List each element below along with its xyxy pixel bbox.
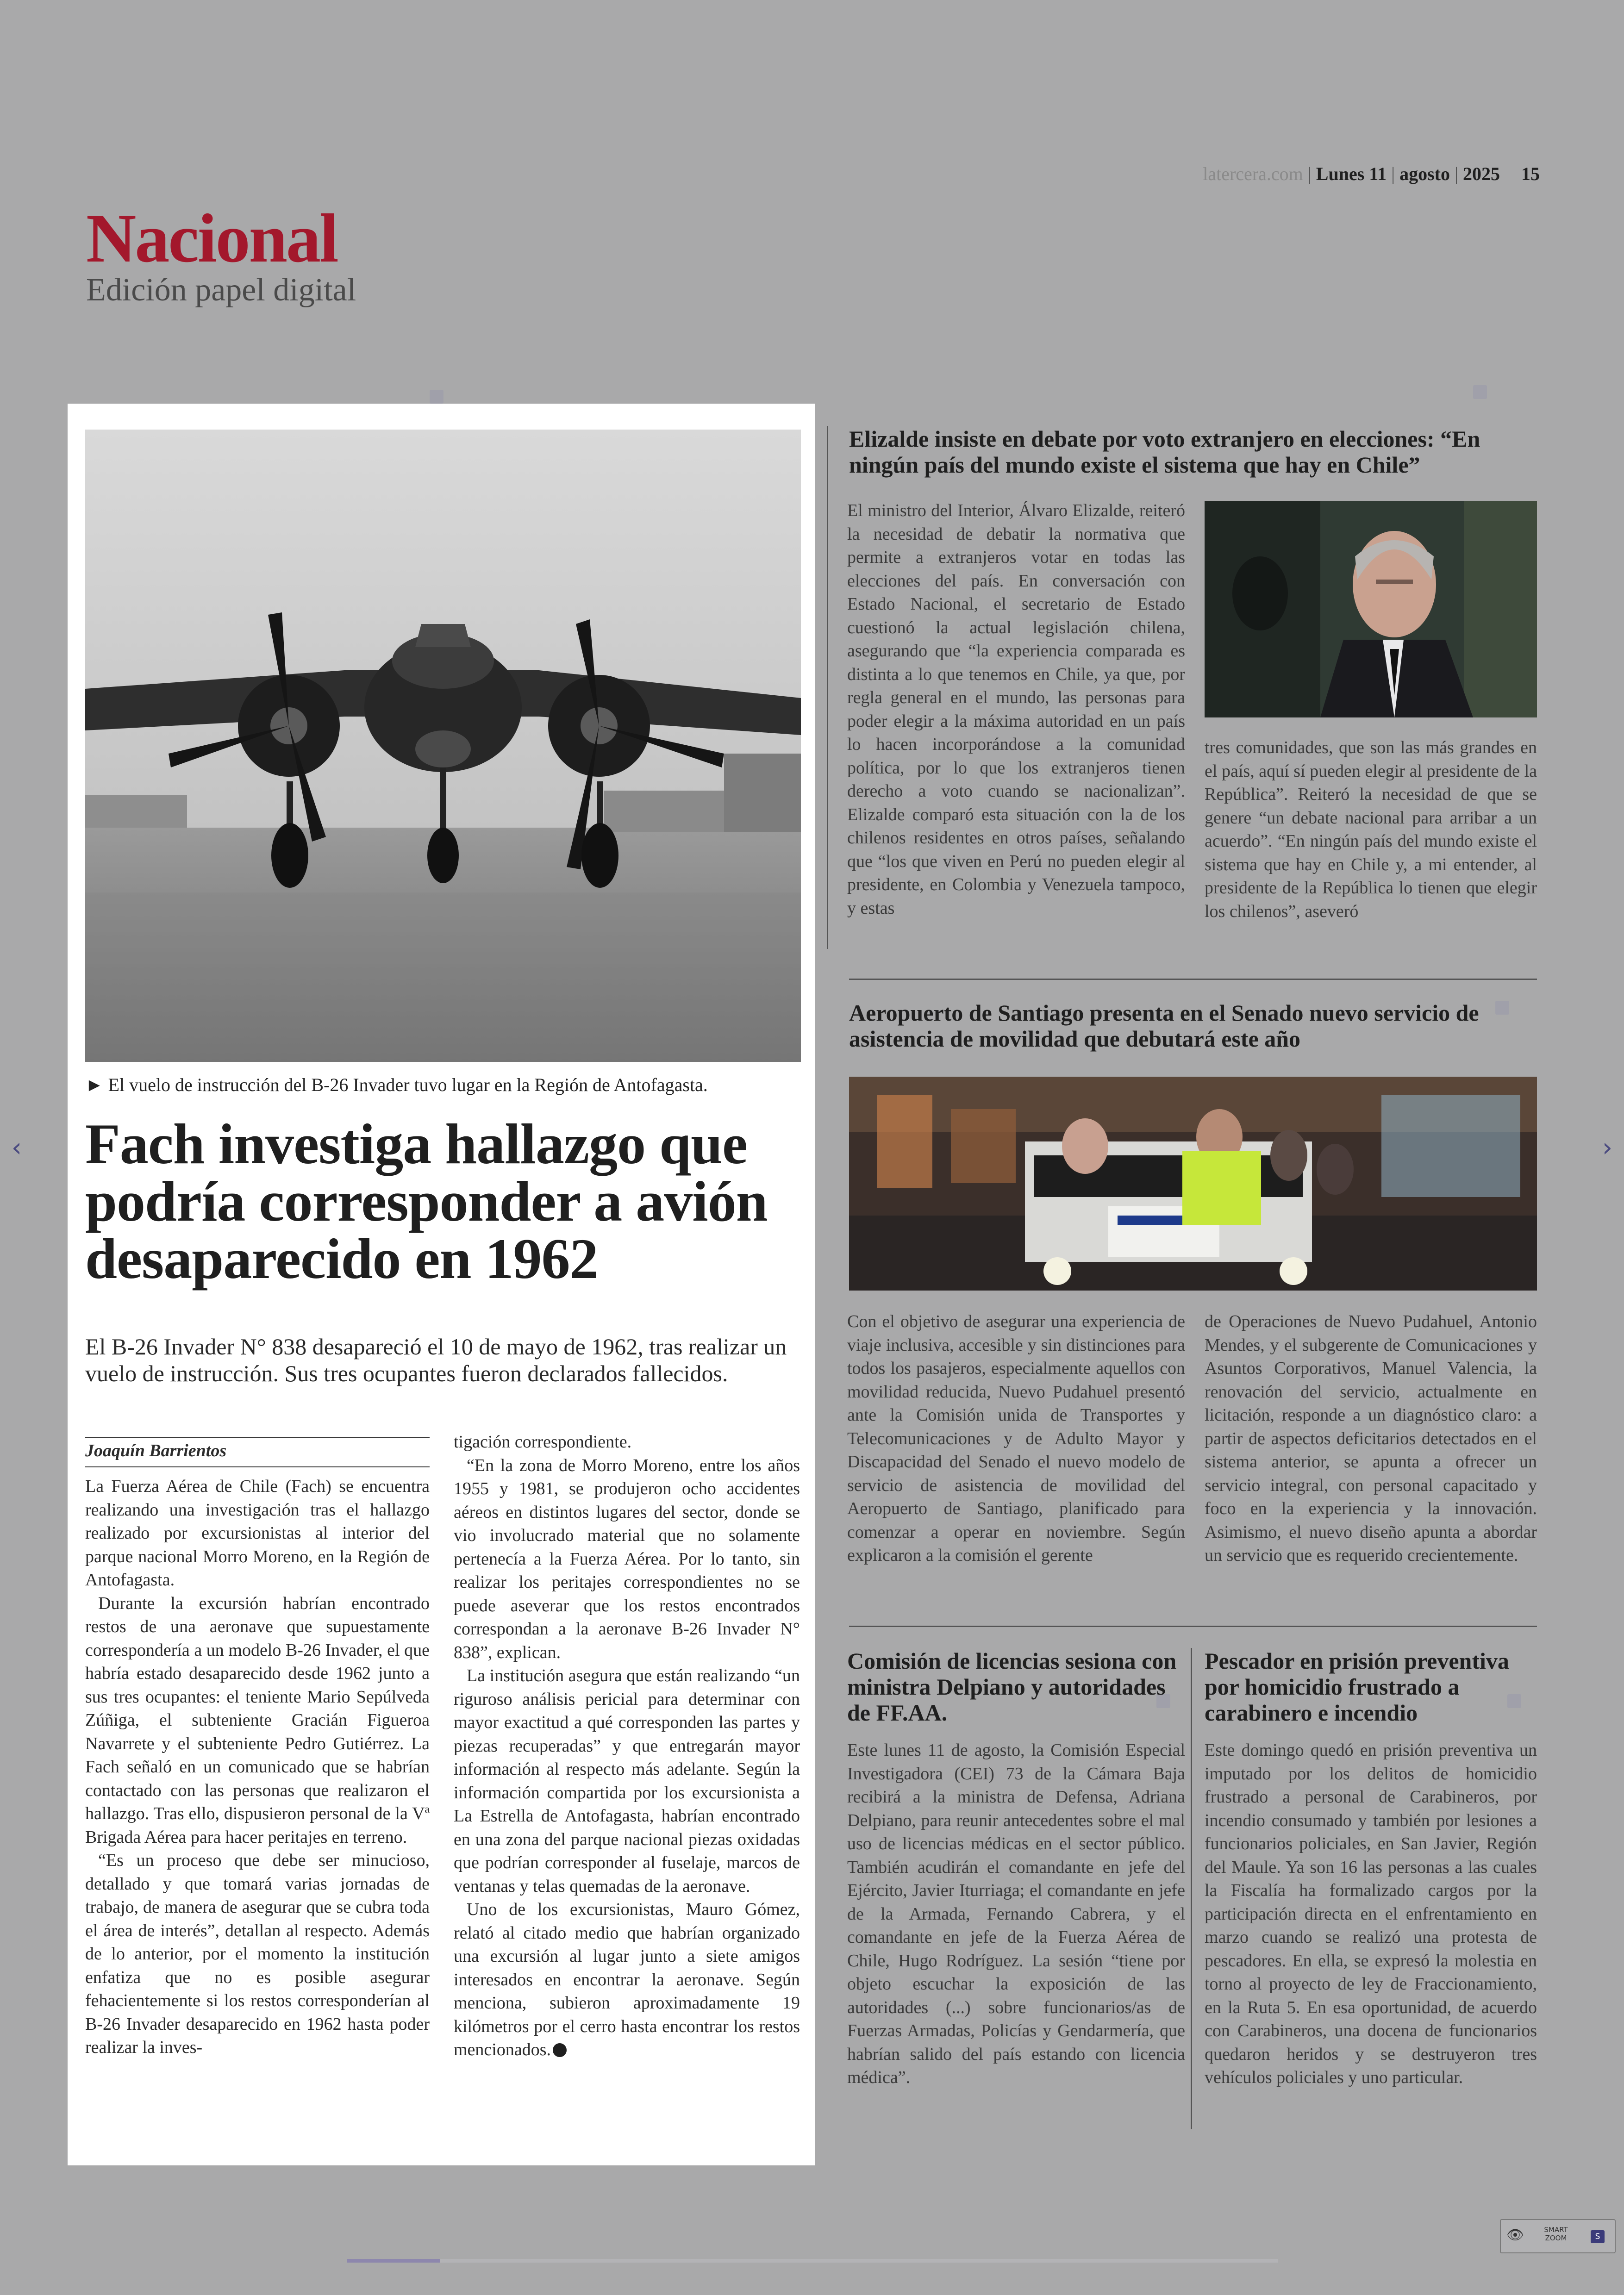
date-day: Lunes 11 (1316, 163, 1387, 184)
smart-zoom-label: SMART ZOOM (1544, 2226, 1568, 2242)
byline-rule (85, 1466, 430, 1467)
article-marker-icon[interactable] (1473, 385, 1487, 399)
article-marker-icon[interactable] (430, 390, 443, 404)
lead-deck: El B-26 Invader N° 838 desapareció el 10 de mayo de 1962, tras realizar un vuelo de instrucción. Sus tres ocupantes fueron declarados fallecidos. (85, 1334, 787, 1386)
paragraph-text: Uno de los excursionistas, Mauro Gómez, relató al citado medio que habrían organizado una excursión al lugar junto a siete amigos interesados en encontrar la aeronave. Según menciona, subieron aproximadamente 19 kilómetros por el cerro hasta encontrar los restos mencionados. (454, 1900, 800, 2059)
article-title-aeropuerto[interactable]: Aeropuerto de Santiago presenta en el Senado nuevo servicio de asistencia de movilidad que debutará este año (849, 1000, 1479, 1052)
section-title: Nacional (86, 200, 337, 277)
section-divider (849, 1626, 1537, 1627)
paragraph: “En la zona de Morro Moreno, entre los años 1955 y 1981, se produjeron ocho accidentes aéreos en distintos lugares del sector, donde se vio involucrado material que no solamente pertenecía a la Fuerza Aérea. Por lo tanto, sin realizar los peritajes correspondientes no se puede aseverar que los restos encontrados correspondan a la aeronave B-26 Invader N° 838”, explican. (454, 1455, 800, 1662)
smart-zoom-badge: S (1591, 2230, 1605, 2243)
end-of-article-icon (553, 2043, 567, 2057)
photo-caption: ► El vuelo de instrucción del B-26 Invader tuvo lugar en la Región de Antofagasta. (85, 1074, 708, 1095)
paragraph: Con el objetivo de asegurar una experiencia de viaje inclusiva, accesible y sin distinciones para todos los pasajeros, especialmente aquellos con movilidad reducida, Nuevo Pudahuel presentó ante la Comisión unida de Transportes y Telecomunicaciones y de Adulto Mayor y Discapacidad del Senado el nuevo modelo de servicio de asistencia de movilidad del Aeropuerto de Santiago, planificado para comenzar a operar en noviembre. Según explicaron a la comisión el gerente (847, 1312, 1185, 1565)
paragraph: “Es un proceso que debe ser minucioso, detallado y que tomará varias jornadas de trabajo, de manera de asegurar que se cubra toda el área de interés”, detallan al respecto. Además de lo anterior, por el momento la institución enfatiza que no es posible asegurar fehacientemente si los restos corresponderían al B-26 Invader desaparecido en 1962 hasta poder realizar la inves- (85, 1851, 430, 2057)
page-progress-fill (347, 2259, 440, 2263)
byline: Joaquín Barrientos (85, 1441, 227, 1460)
airport-photo (849, 1077, 1537, 1291)
paragraph: El ministro del Interior, Álvaro Elizalde, reiteró la necesidad de debatir la normativa que permite a extranjeros votar en todas las elecciones del país. En conversación con Estado Nacional, el secretario de Estado cuestionó la actual legislación chilena, asegurando que “la experiencia comparada es distinta a lo que tenemos en Chile, ya que, por regla general en el mundo, las personas para poder elegir a la máxima autoridad en un país lo hacen incorporándose a la comunidad política, por lo que los extranjeros tienen derecho a voto cuando se nacionalizan”. Elizalde comparó esta situación con la de los chilenos residentes en otros países, señalando que “los que viven en Perú no pueden elegir al presidente, en Colombia y Venezuela tampoco, y estas (847, 501, 1185, 918)
section-divider (849, 979, 1537, 980)
paragraph (454, 1898, 800, 2062)
paragraph: La institución asegura que están realizando “un riguroso análisis pericial para determinar con mayor exactitud a qué corresponden las partes y piezas recuperadas” y que entregarán mayor información al respecto más adelante. Según la información compartida por los excursionista a La Estrella de Antofagasta, habrían encontrado en una zona del parque nacional piezas oxidadas que podrían corresponder al fuselaje, marcos de ventanas y telas quemadas de la aeronave. (454, 1666, 800, 1896)
airplane-photo (85, 430, 801, 1062)
lead-headline[interactable]: Fach investiga hallazgo que podría corresponder a avión desaparecido en 1962 (85, 1112, 768, 1291)
lead-article-column (454, 1430, 800, 2134)
article-text-aeropuerto-col1 (847, 1310, 1185, 1606)
article-text-voto-col2 (1205, 736, 1537, 967)
section-subtitle: Edición papel digital (86, 272, 356, 308)
chevron-left-icon[interactable]: ‹ (11, 1133, 22, 1163)
article-marker-icon[interactable] (1495, 1001, 1509, 1015)
paragraph: La Fuerza Aérea de Chile (Fach) se encuentra realizando una investigación tras el hallazgo realizado por excursionistas al interior del parque nacional Morro Moreno, en la Región de Antofagasta. (85, 1477, 430, 1590)
paragraph: de Operaciones de Nuevo Pudahuel, Antonio Mendes, y el subgerente de Comunicaciones y Asuntos Corporativos, Manuel Valencia, la renovación del servicio, actualmente en licitación, responde a un diagnóstico claro: a partir de aspectos deficitarios detectados en el sistema anterior, se apunta a ofrecer un servicio integral, con personal capacitado y foco en la experiencia y la innovación. Asimismo, el nuevo diseño apunta a abordar un servicio que es requerido crecientemente. (1205, 1312, 1537, 1565)
chevron-right-icon[interactable]: › (1602, 1133, 1613, 1163)
page-progress-bar[interactable] (347, 2259, 1278, 2263)
paragraph: Este lunes 11 de agosto, la Comisión Especial Investigadora (CEI) 73 de la Cámara Baja recibirá a la ministra de Defensa, Adriana Delpiano, para reunir antecedentes sobre el mal uso de licencias médicas en el sector público. También acudirán el comandante en jefe del Ejército, Javier Iturriaga; el comandante en jefe de la Armada, Fernando Cabrera, y el comandante en jefe de la Fuerza Aérea de Chile, Hugo Rodríguez. La sesión “tiene por objeto escuchar la exposición de las autoridades (...) sobre funcionarios/as de Fuerzas Armadas, Policías y Gendarmería, que habrían salido del país estando con licencia médica”. (847, 1740, 1185, 2087)
page-number: 15 (1521, 163, 1540, 184)
site-name: latercera.com (1203, 163, 1303, 184)
paragraph: tigación correspondiente. (454, 1432, 632, 1452)
article-title-voto[interactable]: Elizalde insiste en debate por voto extranjero en elecciones: “En ningún país del mundo existe el sistema que hay en Chile” (849, 426, 1480, 478)
paragraph: Durante la excursión habrían encontrado restos de una aeronave que supuestamente correspondería a un modelo B-26 Invader, el que habría estado desaparecido desde 1962 junto a sus tres ocupantes: el teniente Mario Sepúlveda Zúñiga, el subteniente Gracián Figueroa Navarrete y el subteniente Pedro Gutiérrez. La Fach señaló en un comunicado que se habrían contactado con las personas que realizaron el hallazgo. Tras ello, dispusieron personal de la Vª Brigada Aérea para hacer peritajes en terreno. (85, 1593, 430, 1847)
lead-article-column (85, 1475, 430, 2132)
masthead-meta: latercera.com | Lunes 11 | agosto | 2025 15 (1203, 163, 1540, 184)
article-text-voto-col1 (847, 499, 1185, 962)
date-month: agosto (1399, 163, 1450, 184)
article-text-comision (847, 1739, 1185, 2132)
minister-photo (1205, 501, 1537, 717)
column-rule (1191, 1648, 1192, 2129)
article-title-comision[interactable]: Comisión de licencias sesiona con ministra Delpiano y autoridades de FF.AA. (847, 1648, 1177, 1726)
byline-rule (85, 1437, 430, 1438)
date-year: 2025 (1463, 163, 1500, 184)
smart-zoom-button[interactable] (1500, 2219, 1616, 2253)
paragraph: Este domingo quedó en prisión preventiva un imputado por los delitos de homicidio frustrado a personal de Carabineros, por incendio consumado y también por lesiones a funcionarios policiales, en San Javier, Región del Maule. Ya son 16 las personas a las cuales la Fiscalía ha formalizado cargos por la participación directa en el enfrentamiento en marzo cuando se realizó una protesta de pescadores. En ella, se expresó la molestia en torno al proyecto de ley de Fraccionamiento, en la Ruta 5. En esa oportunidad, de acuerdo con Carabineros, una docena de funcionarios quedaron heridos y se destruyeron tres vehículos policiales y uno particular. (1205, 1740, 1537, 2087)
article-text-pescador (1205, 1739, 1537, 2132)
article-title-pescador[interactable]: Pescador en prisión preventiva por homicidio frustrado a carabinero e incendio (1205, 1648, 1509, 1726)
article-text-aeropuerto-col2 (1205, 1310, 1537, 1606)
paragraph: tres comunidades, que son las más grandes en el país, aquí sí pueden elegir al presidente de la República”. Reiteró la necesidad de que se genere “un debate nacional para arribar a un acuerdo”. “En ningún país del mundo existe el sistema que hay en Chile y, a mi entender, al presidente de la República lo tienen que elegir los chilenos”, aseveró (1205, 738, 1537, 921)
eye-icon: 👁 (1506, 2227, 1524, 2243)
column-rule (827, 426, 828, 949)
